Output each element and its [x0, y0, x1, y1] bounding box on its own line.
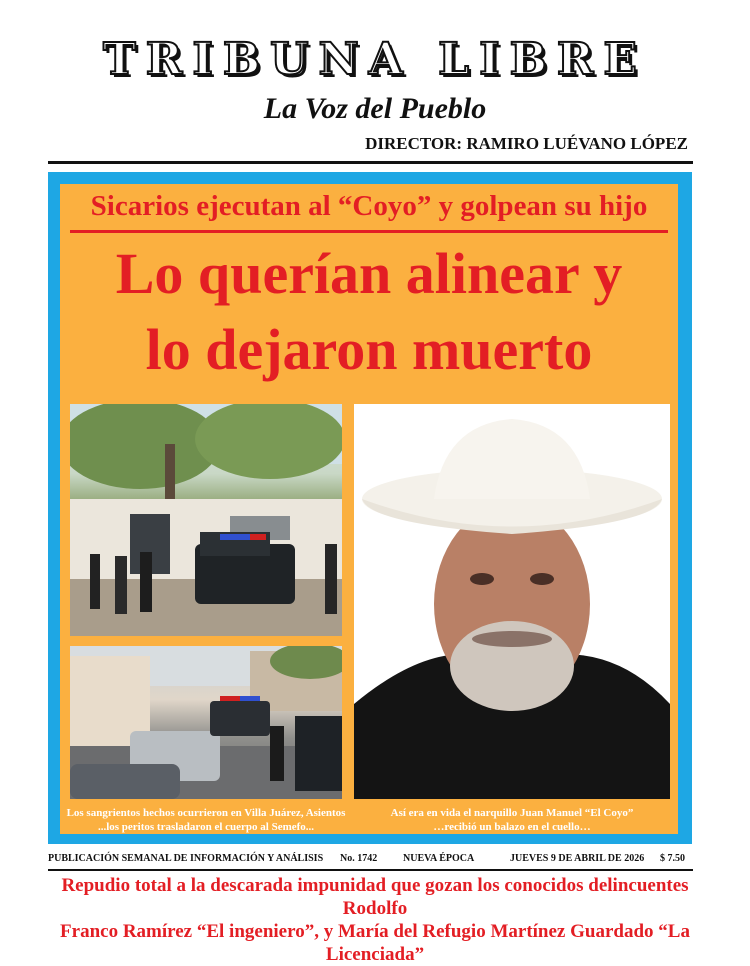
main-headline	[60, 236, 678, 388]
newspaper-title: TRIBUNA LIBRE	[103, 34, 647, 85]
issue-number: No. 1742	[340, 853, 378, 864]
footer-divider	[48, 869, 693, 871]
kicker-headline: Sicarios ejecutan al “Coyo” y golpean su hijo	[90, 190, 648, 222]
left-photo-caption	[66, 806, 346, 834]
street-scene-photo	[70, 646, 342, 799]
epoch-label: NUEVA ÉPOCA	[403, 853, 475, 864]
kicker-divider	[70, 230, 668, 233]
director-line: DIRECTOR: RAMIRO LUÉVANO LÓPEZ	[365, 134, 688, 153]
masthead-divider	[48, 161, 693, 164]
headline-line-2: lo dejaron muerto	[145, 317, 593, 382]
right-caption-line-1: Así era en vida el narquillo Juan Manuel “El Coyo”	[390, 807, 634, 819]
headline-line-1: Lo querían alinear y	[115, 241, 623, 306]
footer-line-2: Franco Ramírez “El ingeniero”, y María del Refugio Martínez Guardado “La Licenciada”	[60, 921, 690, 965]
right-photo-caption	[354, 806, 670, 834]
footer-line-1: Repudio total a la descarada impunidad que gozan los conocidos delincuentes Rodolfo	[61, 875, 689, 919]
footer-headline	[40, 874, 710, 966]
issue-date: JUEVES 9 DE ABRIL DE 2026	[510, 853, 645, 864]
publication-type: PUBLICACIÓN SEMANAL DE INFORMACIÓN Y ANÁLISIS	[48, 853, 324, 864]
right-caption-line-2: …recibió un balazo en el cuello…	[433, 821, 591, 833]
left-caption-line-2: ...los peritos trasladaron el cuerpo al Semefo...	[97, 821, 315, 833]
crime-scene-photo	[70, 404, 342, 636]
issue-price: $ 7.50	[660, 853, 685, 864]
masthead	[0, 30, 750, 90]
portrait-photo	[354, 404, 670, 799]
newspaper-subtitle: La Voz del Pueblo	[263, 92, 487, 125]
left-caption-line-1: Los sangrientos hechos ocurrieron en Villa Juárez, Asientos	[66, 807, 346, 819]
